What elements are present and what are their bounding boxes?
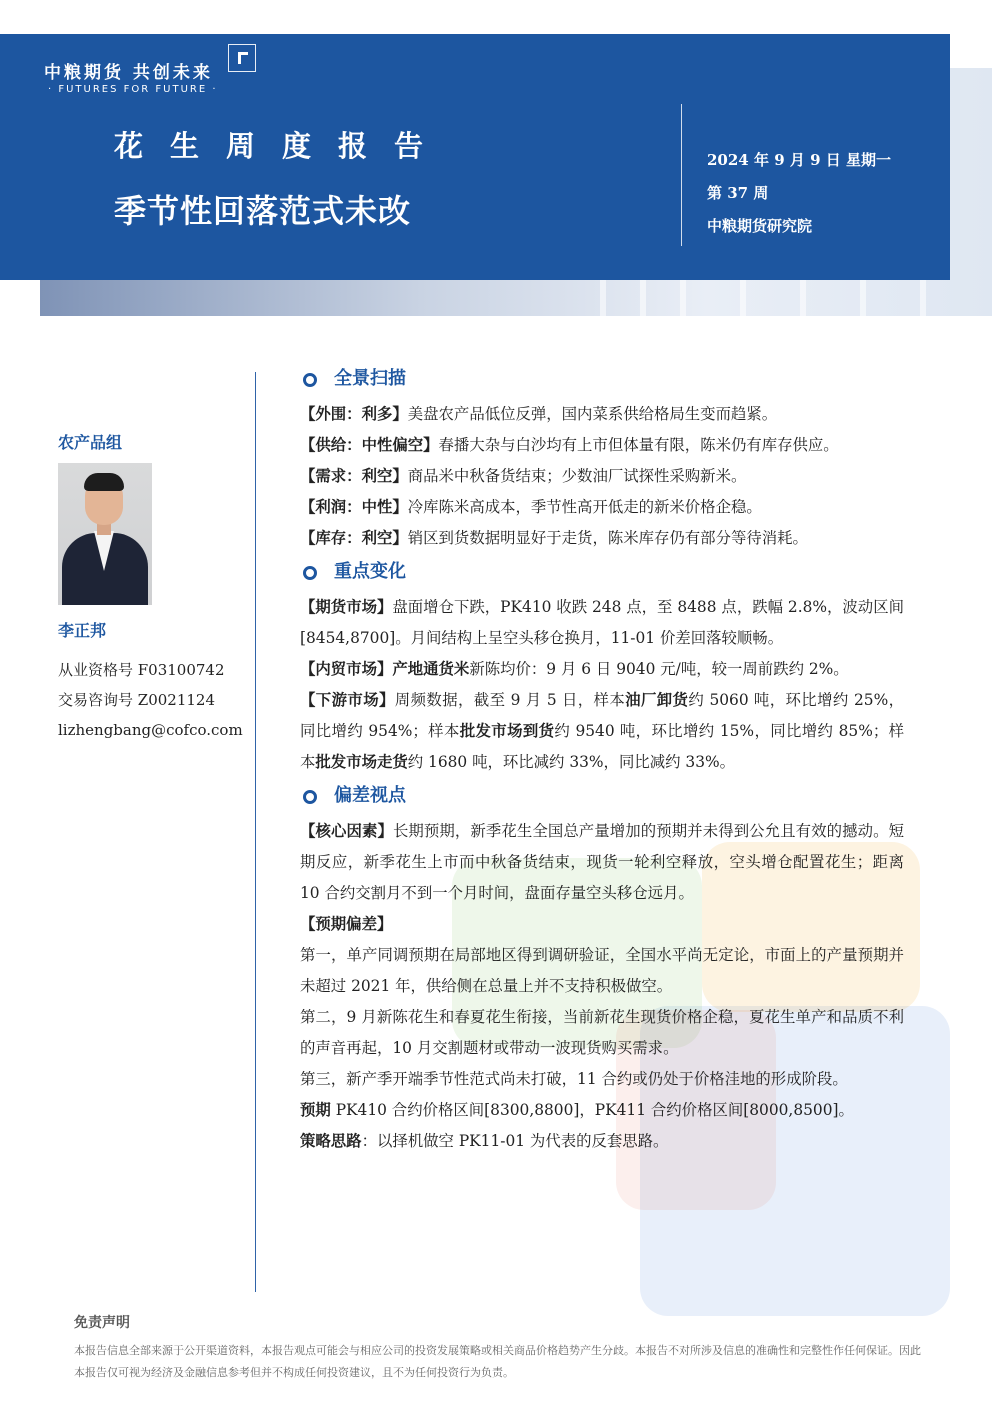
report-meta bbox=[707, 144, 891, 243]
overview-item: 【利润：中性】冷库陈米高成本，季节性高开低走的新米价格企稳。 bbox=[300, 498, 762, 516]
section-title-deviation: 偏差视点 bbox=[300, 780, 904, 812]
section-overview bbox=[300, 363, 904, 554]
report-institute: 中粮期货研究院 bbox=[707, 217, 813, 235]
disclaimer-text: 本报告信息全部来源于公开渠道资料，本报告观点可能会与相应公司的投资发展策略或相关商品价格趋势产生分歧。本报告不对所涉及信息的准确性和完整性作任何保证。因此本报告仅可视为经济及金融信息参考但并不构成任何投资建议，且不为任何投资行为负责。 bbox=[74, 1344, 921, 1379]
analyst-email[interactable]: lizhengbang@cofco.com bbox=[58, 721, 243, 739]
analyst-photo bbox=[58, 463, 152, 605]
report-week: 第 37 周 bbox=[707, 184, 769, 202]
logo-icon bbox=[228, 44, 256, 72]
logo-text-en: · FUTURES FOR FUTURE · bbox=[48, 84, 218, 95]
forecast-paragraph: 预期 PK410 合约价格区间[8300,8800]，PK411 合约价格区间[8000,8500]。 bbox=[300, 1101, 854, 1119]
strategy-paragraph: 策略思路：以择机做空 PK11-01 为代表的反套思路。 bbox=[300, 1132, 669, 1150]
expectation-item: 第一，单产同调预期在局部地区得到调研验证，全国水平尚无定论，市面上的产量预期并未超过 2021 年，供给侧在总量上并不支持积极做空。 bbox=[300, 946, 904, 995]
report-type-title: 花生周度报告 bbox=[114, 129, 451, 163]
section-title-overview: 全景扫描 bbox=[300, 363, 904, 395]
section-deviation bbox=[300, 780, 904, 1157]
analyst-name: 李正邦 bbox=[58, 621, 107, 640]
bullet-circle-icon bbox=[303, 373, 317, 387]
bullet-circle-icon bbox=[303, 790, 317, 804]
section-title-changes: 重点变化 bbox=[300, 556, 904, 588]
overview-item: 【库存：利空】销区到货数据明显好于走货，陈米库存仍有部分等待消耗。 bbox=[300, 529, 808, 547]
logo-text-cn: 中粮期货 共创未来 bbox=[44, 63, 213, 83]
downstream-market-paragraph: 【下游市场】周频数据，截至 9 月 5 日，样本油厂卸货约 5060 吨，环比增约 25%，同比增约 954%；样本批发市场到货约 9540 吨，环比增约 15%，同比增约 85%；样本批发市场走货约 1680 吨，环比减约 33%，同比减约 33%。 bbox=[300, 691, 904, 771]
domestic-market-paragraph: 【内贸市场】产地通货米新陈均价：9 月 6 日 9040 元/吨，较一周前跌约 2%。 bbox=[300, 660, 849, 678]
overview-item: 【需求：利空】商品米中秋备货结束；少数油厂试探性采购新米。 bbox=[300, 467, 747, 485]
consulting-number: 交易咨询号 Z0021124 bbox=[58, 691, 215, 709]
section-changes bbox=[300, 556, 904, 778]
report-date: 2024 年 9 月 9 日 星期一 bbox=[707, 151, 891, 169]
expectation-item: 第二，9 月新陈花生和春夏花生衔接，当前新花生现货价格企稳，夏花生单产和品质不利的声音再起，10 月交割题材或带动一波现货购买需求。 bbox=[300, 1008, 904, 1057]
expectation-item: 第三，新产季开端季节性范式尚未打破，11 合约或仍处于价格洼地的形成阶段。 bbox=[300, 1070, 848, 1088]
disclaimer-title: 免责声明 bbox=[74, 1315, 130, 1331]
core-factor-paragraph: 【核心因素】长期预期，新季花生全国总产量增加的预期并未得到公允且有效的撼动。短期反应，新季花生上市而中秋备货结束，现货一轮利空释放，空头增仓配置花生；距离 10 合约交割月不到一个月时间，盘面存量空头移仓远月。 bbox=[300, 822, 904, 902]
report-banner bbox=[0, 34, 950, 280]
report-headline: 季节性回落范式未改 bbox=[114, 192, 412, 230]
banner-divider bbox=[681, 104, 682, 246]
overview-item: 【供给：中性偏空】春播大杂与白沙均有上市但体量有限，陈米仍有库存供应。 bbox=[300, 436, 839, 454]
bullet-circle-icon bbox=[303, 566, 317, 580]
expectation-heading: 【预期偏差】 bbox=[300, 915, 393, 933]
overview-item: 【外围：利多】美盘农产品低位反弹，国内菜系供给格局生变而趋紧。 bbox=[300, 405, 778, 423]
futures-market-paragraph: 【期货市场】盘面增仓下跌，PK410 收跌 248 点，至 8488 点，跌幅 2.8%，波动区间[8454,8700]。月间结构上呈空头移仓换月，11-01 价差回落较顺畅。 bbox=[300, 598, 904, 647]
analyst-info bbox=[58, 655, 243, 745]
report-body bbox=[300, 363, 904, 1159]
group-name: 农产品组 bbox=[58, 433, 123, 452]
qualification-number: 从业资格号 F03100742 bbox=[58, 661, 225, 679]
column-divider bbox=[255, 372, 256, 1292]
